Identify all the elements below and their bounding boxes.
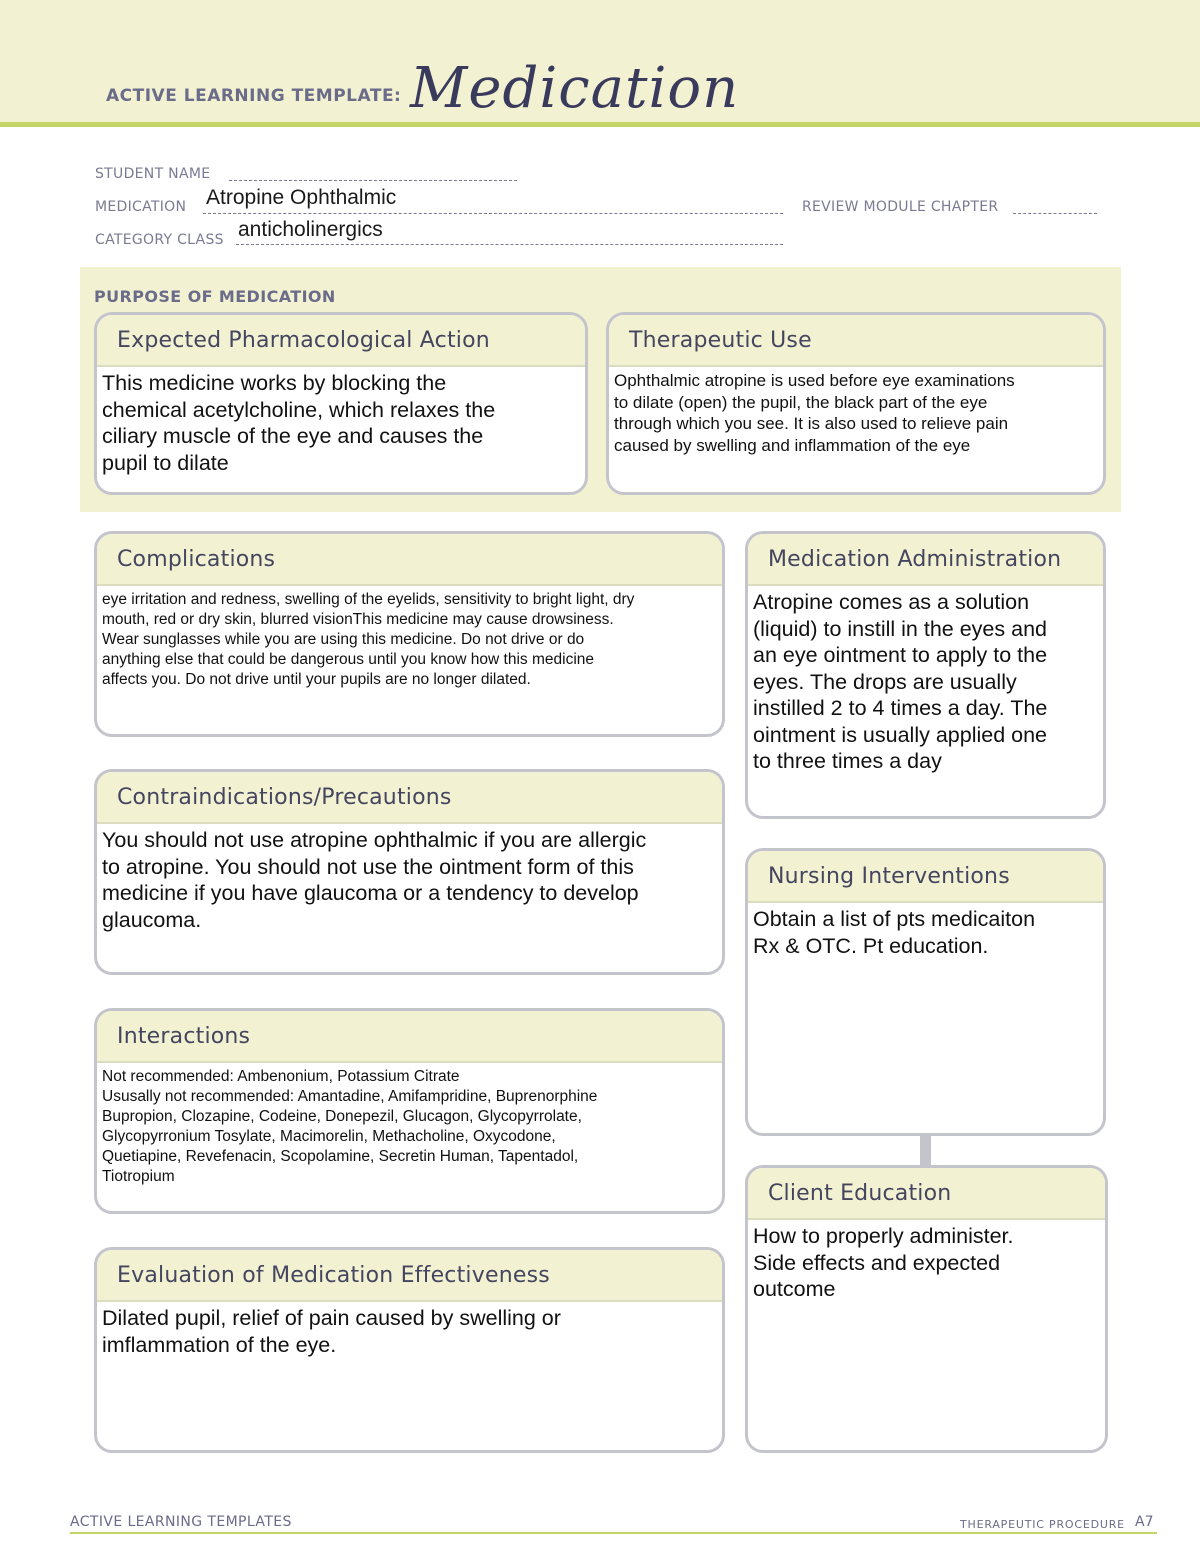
evaluation-text[interactable]: Dilated pupil, relief of pain caused by swelling or imflammation of the eye. (102, 1306, 561, 1357)
nursing-interventions-heading: Nursing Interventions (768, 864, 1010, 889)
medication-administration-header (748, 534, 1103, 586)
therapeutic-use-card (606, 312, 1106, 495)
review-module-field[interactable] (1013, 213, 1097, 214)
therapeutic-use-text[interactable]: Ophthalmic atropine is used before eye examinations to dilate (open) the pupil, the black part of the eye through which you see. It is also used to relieve pain caused by swelling and inflammation of the eye (614, 371, 1015, 455)
contraindications-header (97, 772, 722, 824)
footer-left: ACTIVE LEARNING TEMPLATES (70, 1514, 292, 1530)
page-title: Medication (410, 56, 740, 121)
expected-action-header (97, 315, 585, 367)
category-class-label: CATEGORY CLASS (95, 232, 224, 248)
interactions-text[interactable]: Not recommended: Ambenonium, Potassium Citrate Ususally not recommended: Amantadine, Amifampridine, Buprenorphine Bupropion, Clozapine, Codeine, Donepezil, Glucagon, Glycopyrrolate, Glycopyrronium Tosylate, Macimorelin, Methacholine, Oxycodone, Quetiapine, Revefenacin, Scopolamine, Secretin Human, Tapentadol, Tiotropium (102, 1068, 598, 1185)
header-rule (0, 122, 1200, 127)
medication-administration-card (745, 531, 1106, 819)
complications-card (94, 531, 725, 737)
student-name-field[interactable] (229, 180, 517, 181)
nursing-interventions-text[interactable]: Obtain a list of pts medicaiton Rx & OTC. Pt education. (753, 907, 1036, 958)
category-class-value: anticholinergics (238, 218, 383, 241)
client-education-heading: Client Education (768, 1181, 952, 1206)
expected-action-card (94, 312, 588, 495)
contraindications-text[interactable]: You should not use atropine ophthalmic if you are allergic to atropine. You should not use the ointment form of this medicine if you have glaucoma or a tendency to develop glaucoma. (102, 828, 647, 932)
interactions-header (97, 1011, 722, 1063)
column-connector (920, 1134, 931, 1166)
review-module-label: REVIEW MODULE CHAPTER (802, 199, 999, 215)
medication-value: Atropine Ophthalmic (206, 186, 397, 209)
interactions-heading: Interactions (117, 1024, 251, 1049)
contraindications-heading: Contraindications/Precautions (117, 785, 452, 810)
interactions-card (94, 1008, 725, 1214)
evaluation-heading: Evaluation of Medication Effectiveness (117, 1263, 550, 1288)
purpose-title: PURPOSE OF MEDICATION (94, 287, 336, 306)
therapeutic-use-header (609, 315, 1103, 367)
category-class-field[interactable] (236, 244, 783, 245)
client-education-text[interactable]: How to properly administer. Side effects and expected outcome (753, 1224, 1014, 1301)
client-education-header (748, 1168, 1105, 1220)
evaluation-card (94, 1247, 725, 1453)
complications-heading: Complications (117, 547, 276, 572)
medication-administration-text[interactable]: Atropine comes as a solution (liquid) to instill in the eyes and an eye ointment to apply to the eyes. The drops are usually instilled 2 to 4 times a day. The ointment is usually applied one to three times a day (753, 590, 1048, 773)
therapeutic-use-heading: Therapeutic Use (629, 328, 812, 353)
footer-rule (70, 1532, 1157, 1534)
client-education-card (745, 1165, 1108, 1453)
expected-action-text[interactable]: This medicine works by blocking the chemical acetylcholine, which relaxes the ciliary muscle of the eye and causes the pupil to dilate (102, 371, 496, 475)
expected-action-heading: Expected Pharmacological Action (117, 328, 490, 353)
page-number: A7 (1135, 1514, 1154, 1530)
complications-text[interactable]: eye irritation and redness, swelling of the eyelids, sensitivity to bright light, dry mouth, red or dry skin, blurred visionThis medicine may cause drowsiness. Wear sunglasses while you are using this medicine. Do not drive or do anything else that could be dangerous until you know how this medicine affects you. Do not drive until your pupils are no longer dilated. (102, 591, 635, 688)
evaluation-header (97, 1250, 722, 1302)
student-name-label: STUDENT NAME (95, 166, 211, 182)
contraindications-card (94, 769, 725, 975)
nursing-interventions-card (745, 848, 1106, 1136)
template-label: ACTIVE LEARNING TEMPLATE: (106, 86, 402, 106)
complications-header (97, 534, 722, 586)
footer-right: THERAPEUTIC PROCEDURE (960, 1518, 1125, 1531)
nursing-interventions-header (748, 851, 1103, 903)
medication-administration-heading: Medication Administration (768, 547, 1062, 572)
medication-field[interactable] (203, 213, 783, 214)
medication-label: MEDICATION (95, 199, 187, 215)
